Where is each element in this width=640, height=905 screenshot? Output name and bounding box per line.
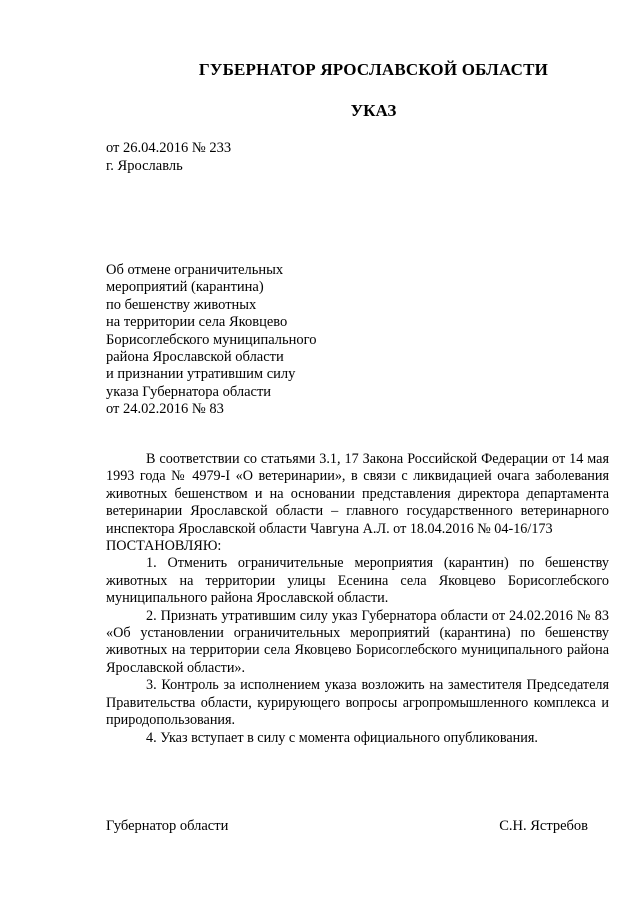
subject-line: указа Губернатора области <box>106 383 272 400</box>
subject-line: мероприятий (карантина) <box>106 279 264 296</box>
document-meta <box>106 139 231 175</box>
date-number: от 26.04.2016 № 233 <box>106 140 232 156</box>
subject-line: по бешенству животных <box>106 296 257 313</box>
decree-item: 3. Контроль за исполнением указа возложить на заместителя Председателя Правительства области, курирующего вопросы агропромышленного комплекса и природопользования. <box>106 677 609 729</box>
subject-line: Борисоглебского муниципального <box>106 331 317 348</box>
subject-line: Об отмене ограничительных <box>106 262 284 278</box>
document-body <box>106 451 609 747</box>
decree-word: ПОСТАНОВЛЯЮ: <box>106 538 222 555</box>
city: г. Ярославль <box>106 158 183 174</box>
decree-item: 4. Указ вступает в силу с момента официального опубликования. <box>146 729 538 746</box>
subject-line: и признании утратившим силу <box>106 366 296 383</box>
decree-item: 2. Признать утратившим силу указ Губернатора области от 24.02.2016 № 83 «Об установлении ограничительных мероприятий (карантина) по бешенству животных на территории села Яковцево Борисоглебского муниципального района Ярославской области». <box>106 607 609 676</box>
document-subject <box>106 262 366 419</box>
issuer-title: ГУБЕРНАТОР ЯРОСЛАВСКОЙ ОБЛАСТИ <box>198 60 549 79</box>
signatory-position: Губернатор области <box>106 818 229 834</box>
decree-item: 1. Отменить ограничительные мероприятия (карантин) по бешенству животных на территории улицы Есенина села Яковцево Борисоглебского муниципального района Ярославской области. <box>106 555 609 607</box>
preamble-paragraph: В соответствии со статьями 3.1, 17 Закона Российской Федерации от 14 мая 1993 года № 4979-I «О ветеринарии», в связи с ликвидацией очага заболевания животных бешенством и на основании представления директора департамента ветеринарии Ярославской области – главного государственного ветеринарного инспектора Ярославской области Чавгуна А.Л. от 18.04.2016 № 04-16/173 <box>106 451 609 537</box>
subject-line: от 24.02.2016 № 83 <box>106 401 224 418</box>
document-type: УКАЗ <box>350 101 397 120</box>
subject-line: на территории села Яковцево <box>106 314 288 331</box>
signatory-name: С.Н. Ястребов <box>499 818 588 834</box>
subject-line: района Ярославской области <box>106 349 284 366</box>
